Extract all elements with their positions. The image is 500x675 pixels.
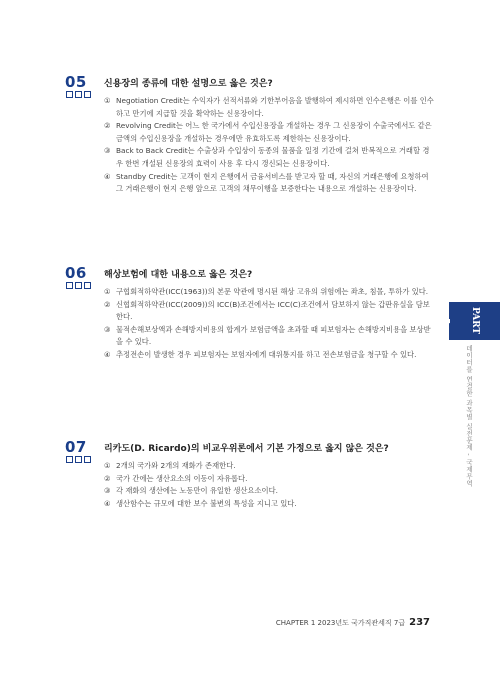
check-box[interactable]: [84, 456, 91, 463]
option: ② 국가 간에는 생산요소의 이동이 자유롭다.: [104, 473, 248, 483]
option: ① Negotiation Credit는 수익자가 선적서류와 기한부어음을 발행하여 제시하면 인수은행은 이를 인수하고 만기에 지급할 것을 확약하는 신용장이다.: [104, 96, 434, 118]
option: ④ Standby Credit는 고객이 현지 은행에서 금융서비스를 받고자 할 때, 자신의 거래은행에 요청하여 그 거래은행이 현지 은행 앞으로 고객의 채무이행을 보증한다는 내용으로 개설하는 신용장이다.: [104, 171, 429, 194]
check-box[interactable]: [75, 91, 82, 98]
question-stem: 신용장의 종류에 대한 설명으로 옳은 것은?: [104, 79, 273, 89]
check-box[interactable]: [66, 282, 73, 289]
check-boxes[interactable]: [66, 456, 91, 463]
question-stem: 해상보험에 대한 내용으로 옳은 것은?: [104, 270, 253, 280]
option: ③ 물적손해보상액과 손해방지비용의 합계가 보험금액을 초과할 때 피보험자는 손해방지비용을 보상받을 수 있다.: [104, 324, 431, 347]
option: ② 신협회적하약관(ICC(2009))의 ICC(B)조건에서는 ICC(C)조건에서 담보하지 않는 갑판유실을 담보한다.: [104, 299, 430, 322]
chapter-label: CHAPTER 1 2023년도 국가직관세직 7급: [275, 619, 406, 627]
question-stem: 리카도(D. Ricardo)의 비교우위론에서 기본 가정으로 옳지 않은 것은?: [104, 444, 389, 454]
part-tab-label: PART 5: [440, 307, 480, 335]
check-box[interactable]: [66, 456, 73, 463]
check-box[interactable]: [66, 91, 73, 98]
option: ③ Back to Back Credit는 수출상과 수입상이 동종의 물품을 일정 기간에 걸쳐 반복적으로 거래할 경우 한번 개설된 신용장의 효력이 사용 후 다시 갱신되는 신용장이다.: [104, 146, 430, 168]
option: ④ 생산함수는 규모에 대한 보수 불변의 특성을 지니고 있다.: [104, 498, 297, 508]
option: ② Revolving Credit는 어느 한 국가에서 수입신용장을 개설하는 경우 그 신용장이 수출국에서도 같은 금액의 수입신용장을 개설하는 경우에만 유효하도록 제한하는 신용장이다.: [104, 121, 432, 143]
page-footer: [276, 617, 430, 628]
option-list: [104, 95, 434, 196]
question-number: 07: [65, 438, 87, 456]
question-number: 05: [65, 73, 87, 91]
check-box[interactable]: [84, 91, 91, 98]
page-number: 237: [409, 617, 430, 628]
option: ① 구협회적하약관(ICC(1963))의 본문 약관에 명시된 해상 고유의 위험에는 좌초, 침몰, 투하가 있다.: [104, 287, 429, 296]
check-box[interactable]: [75, 282, 82, 289]
check-boxes[interactable]: [66, 91, 91, 98]
option-list: [104, 460, 434, 510]
option-list: [104, 286, 434, 362]
check-boxes[interactable]: [66, 282, 91, 289]
check-box[interactable]: [84, 282, 91, 289]
part-tab[interactable]: [440, 302, 500, 340]
option: ① 2개의 국가와 2개의 재화가 존재한다.: [104, 461, 236, 470]
question-number: 06: [65, 264, 87, 282]
check-box[interactable]: [75, 456, 82, 463]
option: ③ 각 재화의 생산에는 노동만이 유일한 생산요소이다.: [104, 486, 278, 496]
option: ④ 추정전손이 발생한 경우 피보험자는 보험자에게 대위통지를 하고 전손보험금을 청구할 수 있다.: [104, 349, 417, 359]
section-side-label: 데이터를 연결한 과목별 실전문제 - 국제무역: [465, 345, 473, 487]
